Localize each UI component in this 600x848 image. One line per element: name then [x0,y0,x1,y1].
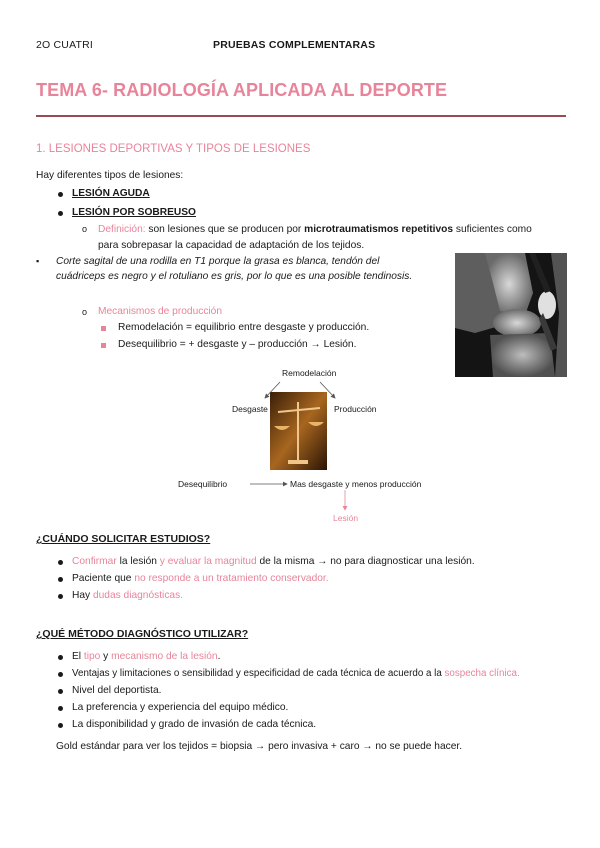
metodo-item-1-d: mecanismo de la lesión [111,651,218,662]
square-bullet-icon [101,343,106,348]
metodo-item-3: Nivel del deportista. [72,685,162,696]
square-bullet-icon [101,326,106,331]
cuando-item-2-a: Paciente que [72,573,135,584]
cuando-item-3-b: dudas diagnósticas. [92,590,184,601]
metodo-item-1-c: y [100,651,112,662]
metodo-item-1-a: El [72,651,84,662]
bullet-icon [58,560,63,565]
bullet-icon [58,655,63,660]
bullet-icon [58,192,63,197]
cuando-item-1-a: Confirmar [72,556,117,567]
header-center: PRUEBAS COMPLEMENTARAS [213,39,376,51]
diagram-right-label: Producción [334,404,377,414]
metodo-heading: ¿QUÉ MÉTODO DIAGNÓSTICO UTILIZAR? [36,628,249,640]
mri-caption-1: Corte sagital de una rodilla en T1 porque la grasa es blanca, tendón del [56,256,380,267]
cuando-heading: ¿CUÁNDO SOLICITAR ESTUDIOS? [36,533,211,545]
intro-text: Hay diferentes tipos de lesiones: [36,170,184,181]
section-heading: 1. LESIONES DEPORTIVAS Y TIPOS DE LESIONES [36,143,311,155]
metodo-item-2-b: sospecha clínica. [444,668,520,679]
bullet-icon [58,706,63,711]
definicion-bold: microtraumatismos repetitivos [304,224,454,235]
mecanismos-label: Mecanismos de producción [98,306,223,317]
cuando-item-2 [72,573,329,584]
metodo-item-4: La preferencia y experiencia del equipo médico. [72,702,289,713]
bullet-icon [58,211,63,216]
gold-standard-text: Gold estándar para ver los tejidos = biopsia → pero invasiva + caro → no se puede hacer. [56,741,463,752]
knee-mri-image [455,253,567,377]
bullet-icon [58,594,63,599]
remodelacion-diagram [170,362,420,532]
item-lesion-sobreuso: LESIÓN POR SOBREUSO [72,207,196,218]
bullet-icon [58,723,63,728]
definicion-text-b: suficientes como [453,224,532,235]
small-square-bullet-icon: ▪ [36,256,40,266]
bullet-icon [58,689,63,694]
balance-scale-image [270,392,327,470]
cuando-item-1 [72,556,475,567]
metodo-item-1 [72,651,220,662]
title-divider [36,115,566,117]
metodo-item-2 [72,668,520,679]
metodo-item-1-b: tipo [83,651,101,662]
mecanismo-2: Desequilibrio = + desgaste y – producción → Lesión. [118,339,357,350]
circle-bullet-icon: o [82,224,88,234]
circle-bullet-icon: o [82,307,88,317]
diagram-bottom-left-label: Desequilibrio [178,479,228,489]
diagram-bottom-right-label: Mas desgaste y menos producción [290,479,422,489]
diagram-result-label: Lesión [333,513,359,523]
cuando-item-2-b: no responde a un tratamiento conservador. [134,573,329,584]
metodo-item-2-a: Ventajas y limitaciones o sensibilidad y especificidad de cada técnica de acuerdo a la [72,668,445,679]
definicion-line [98,224,532,235]
header-left: 2O CUATRI [36,39,94,51]
metodo-item-5: La disponibilidad y grado de invasión de cada técnica. [72,719,317,730]
bullet-icon [58,672,63,677]
definicion-line2: para sobrepasar la capacidad de adaptación de los tejidos. [98,240,365,251]
cuando-item-1-d: de la misma → no para diagnosticar una lesión. [256,556,475,567]
diagram-top-label: Remodelación [282,368,337,378]
cuando-item-3 [72,590,183,601]
definicion-text-a: son lesiones que se producen por [145,224,305,235]
mri-caption-2: cuádriceps es negro y el rotuliano es gris, por lo que es una posible tendinosis. [56,271,413,282]
metodo-item-1-e: . [217,651,221,662]
cuando-item-1-b: la lesión [116,556,160,567]
definicion-label: Definición: [98,224,146,235]
cuando-item-3-a: Hay [72,590,93,601]
diagram-left-label: Desgaste [232,404,268,414]
item-lesion-aguda: LESIÓN AGUDA [72,188,150,199]
cuando-item-1-c: y evaluar la magnitud [159,556,257,567]
page-title: TEMA 6- RADIOLOGÍA APLICADA AL DEPORTE [36,80,448,100]
mecanismo-1: Remodelación = equilibrio entre desgaste y producción. [118,322,370,333]
bullet-icon [58,577,63,582]
